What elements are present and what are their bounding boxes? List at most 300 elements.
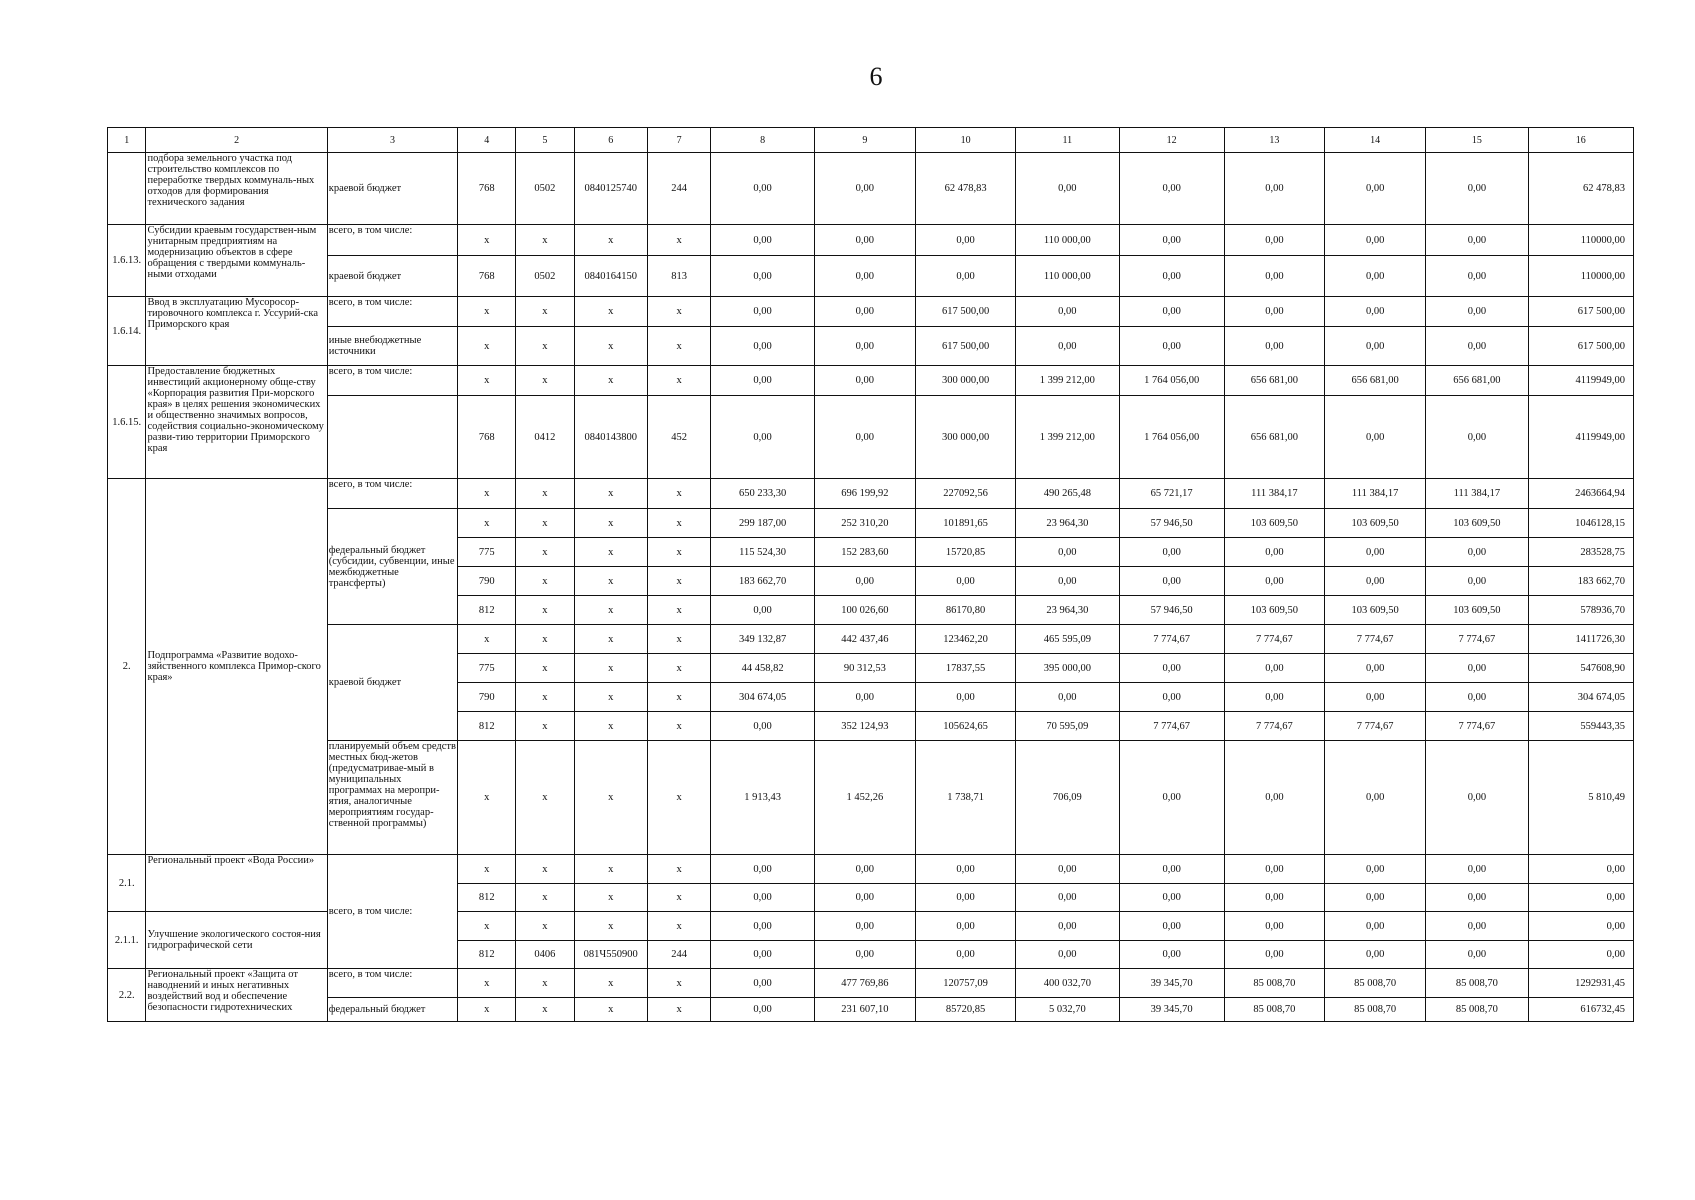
amount-cell: 70 595,09 (1016, 712, 1119, 741)
row-number: 2.1. (108, 855, 146, 912)
code-cell: x (458, 509, 516, 538)
amount-cell: 123462,20 (915, 625, 1015, 654)
header-cell: 2 (146, 128, 327, 153)
header-cell: 1 (108, 128, 146, 153)
funding-source: всего, в том числе: (327, 855, 458, 969)
code-cell: 0840164150 (574, 256, 647, 297)
table-row (108, 327, 1634, 366)
amount-cell: 0,00 (1119, 225, 1224, 256)
code-cell: x (516, 912, 575, 941)
amount-cell: 0,00 (1426, 941, 1528, 969)
amount-cell: 0,00 (915, 912, 1015, 941)
amount-cell: 0,00 (1325, 538, 1426, 567)
code-cell: x (516, 479, 575, 509)
amount-cell: 0,00 (1224, 225, 1324, 256)
funding-source: краевой бюджет (327, 625, 458, 741)
amount-cell: 111 384,17 (1426, 479, 1528, 509)
code-cell: x (574, 297, 647, 327)
code-cell: 244 (647, 941, 711, 969)
total-cell: 5 810,49 (1528, 741, 1633, 855)
code-cell: x (574, 683, 647, 712)
amount-cell: 0,00 (1224, 941, 1324, 969)
amount-cell: 23 964,30 (1016, 596, 1119, 625)
table-row (108, 366, 1634, 396)
amount-cell: 656 681,00 (1224, 396, 1324, 479)
table-row (108, 479, 1634, 509)
amount-cell: 352 124,93 (814, 712, 915, 741)
header-cell: 5 (516, 128, 575, 153)
total-cell: 304 674,05 (1528, 683, 1633, 712)
code-cell: x (458, 327, 516, 366)
amount-cell: 0,00 (1325, 683, 1426, 712)
amount-cell: 7 774,67 (1119, 712, 1224, 741)
code-cell: x (516, 538, 575, 567)
amount-cell: 0,00 (814, 683, 915, 712)
amount-cell: 0,00 (915, 855, 1015, 884)
amount-cell: 1 738,71 (915, 741, 1015, 855)
total-cell: 0,00 (1528, 855, 1633, 884)
total-cell: 0,00 (1528, 912, 1633, 941)
funding-source: федеральный бюджет (субсидии, субвенции, иные межбюджетные трансферты) (327, 509, 458, 625)
amount-cell: 0,00 (1119, 884, 1224, 912)
amount-cell: 0,00 (1016, 327, 1119, 366)
amount-cell: 120757,09 (915, 969, 1015, 998)
amount-cell: 111 384,17 (1325, 479, 1426, 509)
amount-cell: 111 384,17 (1224, 479, 1324, 509)
row-name: Ввод в эксплуатацию Мусоросор-тировочного комплекса г. Уссурий-ска Приморского края (146, 297, 327, 366)
amount-cell: 0,00 (711, 969, 814, 998)
amount-cell: 0,00 (1224, 327, 1324, 366)
amount-cell: 656 681,00 (1325, 366, 1426, 396)
total-cell: 1292931,45 (1528, 969, 1633, 998)
amount-cell: 23 964,30 (1016, 509, 1119, 538)
total-cell: 4119949,00 (1528, 396, 1633, 479)
amount-cell: 1 452,26 (814, 741, 915, 855)
total-cell: 62 478,83 (1528, 153, 1633, 225)
table-row (108, 998, 1634, 1022)
code-cell: 0412 (516, 396, 575, 479)
amount-cell: 0,00 (1119, 683, 1224, 712)
amount-cell: 1 399 212,00 (1016, 366, 1119, 396)
amount-cell: 0,00 (1016, 855, 1119, 884)
amount-cell: 0,00 (814, 855, 915, 884)
amount-cell: 400 032,70 (1016, 969, 1119, 998)
amount-cell: 15720,85 (915, 538, 1015, 567)
code-cell: 452 (647, 396, 711, 479)
amount-cell: 0,00 (711, 256, 814, 297)
code-cell: 0840143800 (574, 396, 647, 479)
amount-cell: 39 345,70 (1119, 969, 1224, 998)
row-name: подбора земельного участка под строительство комплексов по переработке твердых коммуналь-ных отходов для формирования технического задания (146, 153, 327, 225)
code-cell: x (647, 538, 711, 567)
row-name: Субсидии краевым государствен-ным унитарным предприятиям на модернизацию объектов в сфере обращения с твердыми коммуналь-ными отходами (146, 225, 327, 297)
amount-cell: 0,00 (814, 941, 915, 969)
code-cell: 768 (458, 153, 516, 225)
header-cell: 7 (647, 128, 711, 153)
amount-cell: 7 774,67 (1119, 625, 1224, 654)
amount-cell: 0,00 (1426, 884, 1528, 912)
amount-cell: 7 774,67 (1426, 625, 1528, 654)
amount-cell: 0,00 (1426, 855, 1528, 884)
budget-table (107, 127, 1634, 1022)
amount-cell: 0,00 (1119, 567, 1224, 596)
amount-cell: 110 000,00 (1016, 256, 1119, 297)
amount-cell: 349 132,87 (711, 625, 814, 654)
row-name: Региональный проект «Защита от наводнений и иных негативных воздействий вод и обеспечение безопасности гидротехнических (146, 969, 327, 1022)
code-cell: x (574, 741, 647, 855)
amount-cell: 0,00 (711, 998, 814, 1022)
code-cell: x (458, 297, 516, 327)
code-cell: 768 (458, 396, 516, 479)
amount-cell: 490 265,48 (1016, 479, 1119, 509)
code-cell: x (516, 509, 575, 538)
header-cell: 8 (711, 128, 814, 153)
row-number: 1.6.14. (108, 297, 146, 366)
code-cell: 081Ч550900 (574, 941, 647, 969)
code-cell: x (574, 567, 647, 596)
amount-cell: 0,00 (1325, 297, 1426, 327)
code-cell: x (574, 596, 647, 625)
amount-cell: 0,00 (1325, 941, 1426, 969)
amount-cell: 0,00 (915, 225, 1015, 256)
code-cell: 775 (458, 654, 516, 683)
amount-cell: 0,00 (1325, 741, 1426, 855)
funding-source: всего, в том числе: (327, 969, 458, 998)
amount-cell: 101891,65 (915, 509, 1015, 538)
code-cell: x (647, 366, 711, 396)
amount-cell: 57 946,50 (1119, 596, 1224, 625)
amount-cell: 0,00 (1016, 538, 1119, 567)
code-cell: 813 (647, 256, 711, 297)
amount-cell: 299 187,00 (711, 509, 814, 538)
funding-source (327, 396, 458, 479)
amount-cell: 0,00 (1016, 884, 1119, 912)
code-cell: x (516, 366, 575, 396)
code-cell: x (516, 741, 575, 855)
amount-cell: 110 000,00 (1016, 225, 1119, 256)
header-cell: 10 (915, 128, 1015, 153)
code-cell: x (516, 712, 575, 741)
amount-cell: 0,00 (814, 327, 915, 366)
code-cell: x (458, 855, 516, 884)
table-row (108, 625, 1634, 654)
amount-cell: 0,00 (1119, 912, 1224, 941)
amount-cell: 0,00 (1224, 912, 1324, 941)
amount-cell: 0,00 (711, 855, 814, 884)
amount-cell: 44 458,82 (711, 654, 814, 683)
code-cell: x (516, 225, 575, 256)
funding-source: всего, в том числе: (327, 479, 458, 509)
code-cell: x (516, 654, 575, 683)
code-cell: x (458, 225, 516, 256)
amount-cell: 0,00 (1119, 297, 1224, 327)
code-cell: x (574, 538, 647, 567)
code-cell: x (574, 225, 647, 256)
total-cell: 559443,35 (1528, 712, 1633, 741)
code-cell: 0406 (516, 941, 575, 969)
code-cell: x (458, 479, 516, 509)
code-cell: x (458, 625, 516, 654)
amount-cell: 0,00 (1119, 855, 1224, 884)
amount-cell: 227092,56 (915, 479, 1015, 509)
total-cell: 110000,00 (1528, 225, 1633, 256)
amount-cell: 0,00 (1119, 538, 1224, 567)
amount-cell: 0,00 (915, 567, 1015, 596)
amount-cell: 115 524,30 (711, 538, 814, 567)
code-cell: 790 (458, 683, 516, 712)
code-cell: x (516, 625, 575, 654)
amount-cell: 0,00 (1119, 941, 1224, 969)
amount-cell: 0,00 (1426, 327, 1528, 366)
code-cell: x (647, 567, 711, 596)
table-row (108, 256, 1634, 297)
header-cell: 3 (327, 128, 458, 153)
amount-cell: 0,00 (1325, 567, 1426, 596)
amount-cell: 696 199,92 (814, 479, 915, 509)
amount-cell: 617 500,00 (915, 327, 1015, 366)
amount-cell: 0,00 (1426, 741, 1528, 855)
amount-cell: 465 595,09 (1016, 625, 1119, 654)
amount-cell: 62 478,83 (915, 153, 1015, 225)
header-cell: 12 (1119, 128, 1224, 153)
amount-cell: 183 662,70 (711, 567, 814, 596)
row-name: Подпрограмма «Развитие водохо-зяйственного комплекса Примор-ского края» (146, 479, 327, 855)
code-cell: x (647, 712, 711, 741)
amount-cell: 103 609,50 (1426, 596, 1528, 625)
code-cell: x (647, 479, 711, 509)
code-cell: x (516, 683, 575, 712)
code-cell: x (647, 509, 711, 538)
code-cell: x (516, 596, 575, 625)
table-row (108, 225, 1634, 256)
amount-cell: 0,00 (711, 396, 814, 479)
row-name: Улучшение экологического состоя-ния гидрографической сети (146, 912, 327, 969)
total-cell: 110000,00 (1528, 256, 1633, 297)
amount-cell: 0,00 (1016, 912, 1119, 941)
amount-cell: 0,00 (711, 941, 814, 969)
amount-cell: 0,00 (1426, 654, 1528, 683)
row-number: 2. (108, 479, 146, 855)
amount-cell: 0,00 (1325, 654, 1426, 683)
amount-cell: 0,00 (1224, 297, 1324, 327)
amount-cell: 0,00 (814, 297, 915, 327)
table-row (108, 153, 1634, 225)
code-cell: x (516, 855, 575, 884)
amount-cell: 0,00 (711, 712, 814, 741)
amount-cell: 0,00 (814, 256, 915, 297)
amount-cell: 1 399 212,00 (1016, 396, 1119, 479)
amount-cell: 0,00 (1224, 855, 1324, 884)
amount-cell: 103 609,50 (1325, 596, 1426, 625)
code-cell: x (574, 625, 647, 654)
amount-cell: 0,00 (1325, 256, 1426, 297)
code-cell: x (647, 683, 711, 712)
amount-cell: 0,00 (1325, 855, 1426, 884)
amount-cell: 0,00 (1224, 741, 1324, 855)
code-cell: x (574, 969, 647, 998)
amount-cell: 0,00 (711, 596, 814, 625)
header-cell: 11 (1016, 128, 1119, 153)
code-cell: 812 (458, 884, 516, 912)
code-cell: x (647, 327, 711, 366)
code-cell: x (574, 884, 647, 912)
amount-cell: 7 774,67 (1325, 712, 1426, 741)
code-cell: x (574, 912, 647, 941)
table-row (108, 969, 1634, 998)
funding-source: краевой бюджет (327, 153, 458, 225)
amount-cell: 0,00 (915, 884, 1015, 912)
amount-cell: 0,00 (711, 884, 814, 912)
amount-cell: 0,00 (1016, 941, 1119, 969)
amount-cell: 300 000,00 (915, 366, 1015, 396)
code-cell: x (458, 741, 516, 855)
code-cell: 812 (458, 712, 516, 741)
amount-cell: 0,00 (915, 941, 1015, 969)
code-cell: x (458, 969, 516, 998)
amount-cell: 57 946,50 (1119, 509, 1224, 538)
amount-cell: 0,00 (1325, 153, 1426, 225)
code-cell: x (516, 969, 575, 998)
amount-cell: 7 774,67 (1224, 712, 1324, 741)
amount-cell: 656 681,00 (1224, 366, 1324, 396)
amount-cell: 7 774,67 (1325, 625, 1426, 654)
amount-cell: 231 607,10 (814, 998, 915, 1022)
header-cell: 9 (814, 128, 915, 153)
amount-cell: 442 437,46 (814, 625, 915, 654)
header-cell: 13 (1224, 128, 1324, 153)
code-cell: 0840125740 (574, 153, 647, 225)
amount-cell: 0,00 (1224, 884, 1324, 912)
code-cell: x (574, 327, 647, 366)
amount-cell: 0,00 (1119, 327, 1224, 366)
amount-cell: 0,00 (1119, 654, 1224, 683)
total-cell: 0,00 (1528, 884, 1633, 912)
header-cell: 14 (1325, 128, 1426, 153)
amount-cell: 103 609,50 (1325, 509, 1426, 538)
code-cell: x (574, 509, 647, 538)
amount-cell: 5 032,70 (1016, 998, 1119, 1022)
funding-source: федеральный бюджет (327, 998, 458, 1022)
amount-cell: 0,00 (1426, 396, 1528, 479)
code-cell: x (647, 225, 711, 256)
page-number: 6 (869, 62, 883, 91)
funding-source: всего, в том числе: (327, 225, 458, 256)
amount-cell: 0,00 (814, 912, 915, 941)
header-row (108, 128, 1634, 153)
table-row (108, 855, 1634, 884)
total-cell: 616732,45 (1528, 998, 1633, 1022)
amount-cell: 304 674,05 (711, 683, 814, 712)
amount-cell: 0,00 (1426, 256, 1528, 297)
total-cell: 0,00 (1528, 941, 1633, 969)
amount-cell: 1 913,43 (711, 741, 814, 855)
amount-cell: 0,00 (1224, 153, 1324, 225)
total-cell: 2463664,94 (1528, 479, 1633, 509)
code-cell: x (647, 884, 711, 912)
amount-cell: 0,00 (1119, 256, 1224, 297)
code-cell: x (574, 479, 647, 509)
code-cell: x (647, 741, 711, 855)
row-number: 1.6.13. (108, 225, 146, 297)
code-cell: x (647, 998, 711, 1022)
amount-cell: 0,00 (1016, 683, 1119, 712)
amount-cell: 0,00 (1016, 567, 1119, 596)
amount-cell: 0,00 (814, 567, 915, 596)
total-cell: 1046128,15 (1528, 509, 1633, 538)
amount-cell: 7 774,67 (1224, 625, 1324, 654)
amount-cell: 0,00 (1224, 538, 1324, 567)
amount-cell: 0,00 (1325, 884, 1426, 912)
code-cell: x (458, 998, 516, 1022)
amount-cell: 252 310,20 (814, 509, 915, 538)
amount-cell: 103 609,50 (1224, 509, 1324, 538)
code-cell: x (574, 998, 647, 1022)
row-number (108, 153, 146, 225)
funding-source: всего, в том числе: (327, 297, 458, 327)
amount-cell: 477 769,86 (814, 969, 915, 998)
funding-source: краевой бюджет (327, 256, 458, 297)
amount-cell: 85 008,70 (1426, 969, 1528, 998)
table-row (108, 297, 1634, 327)
amount-cell: 656 681,00 (1426, 366, 1528, 396)
code-cell: x (647, 596, 711, 625)
total-cell: 4119949,00 (1528, 366, 1633, 396)
amount-cell: 0,00 (1426, 225, 1528, 256)
code-cell: x (647, 912, 711, 941)
code-cell: x (516, 297, 575, 327)
amount-cell: 1 764 056,00 (1119, 366, 1224, 396)
amount-cell: 0,00 (711, 912, 814, 941)
amount-cell: 0,00 (711, 153, 814, 225)
header-cell: 16 (1528, 128, 1633, 153)
code-cell: x (647, 654, 711, 683)
row-name: Предоставление бюджетных инвестиций акционерному обще-ству «Корпорация развития При-морского края» в целях решения экономических и общественно значимых вопросов, содействия социально-экономическому разви-тию территории Приморского края (146, 366, 327, 479)
header-cell: 15 (1426, 128, 1528, 153)
row-number: 2.2. (108, 969, 146, 1022)
table-row (108, 396, 1634, 479)
amount-cell: 0,00 (711, 297, 814, 327)
amount-cell: 85 008,70 (1325, 998, 1426, 1022)
total-cell: 547608,90 (1528, 654, 1633, 683)
amount-cell: 86170,80 (915, 596, 1015, 625)
amount-cell: 0,00 (1224, 654, 1324, 683)
amount-cell: 0,00 (1426, 297, 1528, 327)
amount-cell: 0,00 (814, 366, 915, 396)
amount-cell: 0,00 (1016, 297, 1119, 327)
code-cell: x (574, 855, 647, 884)
amount-cell: 0,00 (814, 396, 915, 479)
code-cell: x (516, 327, 575, 366)
code-cell: x (574, 654, 647, 683)
funding-source: планируемый объем средств местных бюд-жетов (предусматривае-мый в муниципальных программах на меропри-ятия, аналогичные мероприятиям государ-ственной программы) (327, 741, 458, 855)
code-cell: 0502 (516, 256, 575, 297)
amount-cell: 0,00 (1119, 741, 1224, 855)
amount-cell: 0,00 (1426, 153, 1528, 225)
amount-cell: 85 008,70 (1325, 969, 1426, 998)
row-number: 2.1.1. (108, 912, 146, 969)
code-cell: 244 (647, 153, 711, 225)
amount-cell: 395 000,00 (1016, 654, 1119, 683)
amount-cell: 152 283,60 (814, 538, 915, 567)
total-cell: 617 500,00 (1528, 297, 1633, 327)
amount-cell: 0,00 (1325, 396, 1426, 479)
code-cell: 812 (458, 941, 516, 969)
amount-cell: 0,00 (1224, 256, 1324, 297)
total-cell: 578936,70 (1528, 596, 1633, 625)
code-cell: x (574, 366, 647, 396)
amount-cell: 0,00 (915, 256, 1015, 297)
amount-cell: 85720,85 (915, 998, 1015, 1022)
